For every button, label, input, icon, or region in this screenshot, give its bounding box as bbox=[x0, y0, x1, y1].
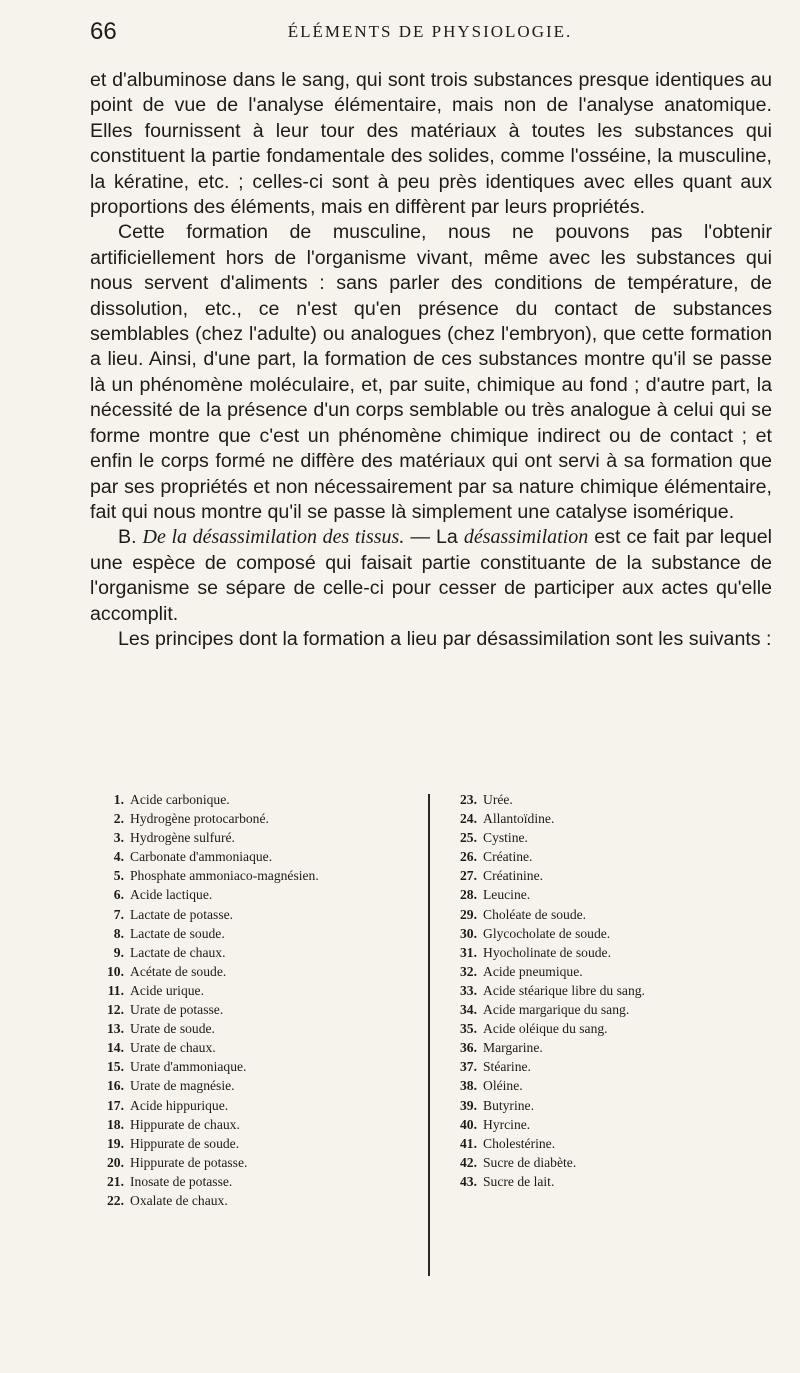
list-item-number: 2. bbox=[113, 811, 124, 827]
list-item-text: Hippurate de soude. bbox=[130, 1135, 240, 1151]
list-item bbox=[98, 828, 398, 847]
substance-lists bbox=[98, 790, 788, 1350]
list-item-text: Cholestérine. bbox=[483, 1135, 556, 1151]
list-item-text: Leucine. bbox=[483, 887, 531, 903]
list-item bbox=[451, 1153, 781, 1172]
list-item bbox=[98, 943, 398, 962]
body-text bbox=[90, 68, 772, 652]
list-item-text: Hydrogène sulfuré. bbox=[130, 830, 235, 846]
list-item-number: 16. bbox=[107, 1078, 124, 1094]
list-item-text: Hippurate de potasse. bbox=[130, 1154, 248, 1170]
list-item-number: 43. bbox=[460, 1173, 477, 1189]
list-item-number: 18. bbox=[107, 1116, 124, 1132]
list-item-text: Phosphate ammoniaco-magnésien. bbox=[130, 868, 319, 884]
list-item-number: 31. bbox=[460, 944, 477, 960]
list-item-number: 8. bbox=[113, 925, 124, 941]
list-item-text: Urate de soude. bbox=[130, 1021, 215, 1037]
list-item bbox=[98, 1019, 398, 1038]
list-item-number: 7. bbox=[113, 906, 124, 922]
list-item-text: Acide urique. bbox=[130, 982, 204, 998]
list-item bbox=[98, 1115, 398, 1134]
list-item bbox=[98, 866, 398, 885]
list-item-text: Cystine. bbox=[483, 830, 528, 846]
list-item-number: 19. bbox=[107, 1135, 124, 1151]
list-item-text: Margarine. bbox=[483, 1040, 543, 1056]
list-item bbox=[451, 809, 781, 828]
list-item-number: 24. bbox=[460, 811, 477, 827]
list-item bbox=[98, 1172, 398, 1191]
list-item-text: Créatinine. bbox=[483, 868, 544, 884]
list-item-text: Hyrcine. bbox=[483, 1116, 531, 1132]
list-item-number: 23. bbox=[460, 792, 477, 807]
list-item-text: Allantoïdine. bbox=[483, 811, 555, 827]
list-item bbox=[98, 790, 398, 809]
list-item-number: 37. bbox=[460, 1059, 477, 1075]
list-item-text: Stéarine. bbox=[483, 1059, 531, 1075]
list-item-number: 17. bbox=[107, 1097, 124, 1113]
list-item-text: Sucre de diabète. bbox=[483, 1154, 577, 1170]
list-item bbox=[98, 924, 398, 943]
list-item-text: Sucre de lait. bbox=[483, 1173, 555, 1189]
list-item-text: Acétate de soude. bbox=[130, 963, 227, 979]
list-item-number: 36. bbox=[460, 1040, 477, 1056]
running-title: ÉLÉMENTS DE PHYSIOLOGIE. bbox=[287, 22, 573, 41]
list-item-number: 41. bbox=[460, 1135, 477, 1151]
list-item bbox=[98, 1057, 398, 1076]
list-item-number: 1. bbox=[113, 792, 124, 807]
list-item bbox=[98, 981, 398, 1000]
list-item bbox=[98, 1134, 398, 1153]
list-item-text: Acide stéarique libre du sang. bbox=[483, 982, 645, 998]
paragraph-1: et d'albuminose dans le sang, qui sont trois substances presque identiques au point de vue de l'analyse élémentaire, mais non de l'analyse anatomique. Elles fournissent à leur tour des matériaux à toutes les substances qui constituent la partie fondamentale des solides, comme l'osséine, la musculine, la kératine, etc. ; celles-ci sont à peu près identiques avec elles quant aux proportions des éléments, mais en diffèrent par leurs propriétés. bbox=[90, 69, 772, 219]
list-item-number: 39. bbox=[460, 1097, 477, 1113]
list-item-number: 28. bbox=[460, 887, 477, 903]
list-item bbox=[98, 847, 398, 866]
list-item-number: 10. bbox=[107, 963, 124, 979]
list-item bbox=[451, 962, 781, 981]
list-item-text: Butyrine. bbox=[483, 1097, 534, 1113]
paragraph-4: Les principes dont la formation a lieu par désassimilation sont les suivants : bbox=[118, 627, 772, 650]
list-item-number: 21. bbox=[107, 1173, 124, 1189]
column-divider bbox=[428, 794, 430, 1276]
list-item-number: 14. bbox=[107, 1040, 124, 1056]
list-item-text: Créatine. bbox=[483, 849, 533, 865]
list-item-text: Acide carbonique. bbox=[130, 792, 230, 807]
list-item-number: 12. bbox=[107, 1002, 124, 1018]
list-item-text: Urée. bbox=[483, 792, 513, 807]
list-item bbox=[98, 1191, 398, 1210]
list-item-text: Oxalate de chaux. bbox=[130, 1192, 228, 1208]
list-item-text: Lactate de soude. bbox=[130, 925, 225, 941]
list-item bbox=[451, 828, 781, 847]
list-item-number: 20. bbox=[107, 1154, 124, 1170]
list-item bbox=[451, 866, 781, 885]
substance-list-right bbox=[451, 790, 781, 1191]
list-item bbox=[451, 1115, 781, 1134]
list-item-text: Glycocholate de soude. bbox=[483, 925, 611, 941]
list-item bbox=[451, 1076, 781, 1095]
list-item bbox=[451, 847, 781, 866]
page-header bbox=[90, 18, 770, 58]
list-item bbox=[451, 1000, 781, 1019]
list-item-text: Inosate de potasse. bbox=[130, 1173, 233, 1189]
list-item-number: 33. bbox=[460, 982, 477, 998]
list-item-text: Carbonate d'ammoniaque. bbox=[130, 849, 273, 865]
substance-list-left bbox=[98, 790, 398, 1210]
list-item-text: Oléine. bbox=[483, 1078, 523, 1094]
list-item-number: 13. bbox=[107, 1021, 124, 1037]
section-heading: De la désassimilation des tissus. bbox=[142, 526, 405, 549]
list-item-number: 42. bbox=[460, 1154, 477, 1170]
page-number: 66 bbox=[90, 18, 117, 45]
list-item-number: 30. bbox=[460, 925, 477, 941]
list-item-number: 32. bbox=[460, 963, 477, 979]
list-item-number: 35. bbox=[460, 1021, 477, 1037]
list-item bbox=[451, 924, 781, 943]
list-item-number: 11. bbox=[107, 982, 124, 998]
list-item-text: Acide lactique. bbox=[130, 887, 213, 903]
section-label: B. bbox=[118, 526, 137, 549]
list-item-text: Hydrogène protocarboné. bbox=[130, 811, 269, 827]
list-item-number: 22. bbox=[107, 1192, 124, 1208]
list-item bbox=[98, 1096, 398, 1115]
list-item-number: 5. bbox=[113, 868, 124, 884]
list-item-text: Acide oléique du sang. bbox=[483, 1021, 608, 1037]
list-item-text: Hyocholinate de soude. bbox=[483, 944, 611, 960]
list-item-number: 3. bbox=[113, 830, 124, 846]
list-item-text: Hippurate de chaux. bbox=[130, 1116, 240, 1132]
list-item bbox=[451, 790, 781, 809]
list-item bbox=[451, 981, 781, 1000]
list-item bbox=[98, 809, 398, 828]
list-item-text: Urate de potasse. bbox=[130, 1002, 224, 1018]
list-item-text: Acide pneumique. bbox=[483, 963, 583, 979]
list-item bbox=[98, 1076, 398, 1095]
list-item-text: Acide hippurique. bbox=[130, 1097, 229, 1113]
list-item-number: 34. bbox=[460, 1002, 477, 1018]
list-item bbox=[98, 1153, 398, 1172]
list-item-text: Urate de magnésie. bbox=[130, 1078, 235, 1094]
list-item bbox=[451, 1019, 781, 1038]
list-item-number: 4. bbox=[113, 849, 124, 865]
list-item bbox=[451, 1172, 781, 1191]
paragraph-3 bbox=[90, 525, 772, 627]
list-item bbox=[98, 905, 398, 924]
list-item bbox=[451, 1134, 781, 1153]
list-item-number: 6. bbox=[113, 887, 124, 903]
paragraph-2: Cette formation de musculine, nous ne pouvons pas l'obtenir artificiellement hors de l'organisme vivant, même avec les substances qui nous servent d'aliments : sans parler des conditions de température, de dissolution, etc., ce n'est qu'en présence du contact de substances semblables (chez l'adulte) ou analogues (chez l'embryon), que cette formation a lieu. Ainsi, d'une part, la formation de ces substances montre qu'il se passe là un phénomène moléculaire, et, par suite, chimique au fond ; d'autre part, la nécessité de la présence d'un corps semblable ou très analogue à celui qui se forme montre que c'est un phénomène chimique indirect ou de contact ; et enfin le corps formé ne diffère des matériaux qui ont servi à sa formation que par ses propriétés et non nécessairement par sa nature chimique élémentaire, fait qui nous montre qu'il se passe là simplement une catalyse isomérique. bbox=[90, 221, 772, 523]
list-item bbox=[98, 885, 398, 904]
list-item-number: 40. bbox=[460, 1116, 477, 1132]
list-item bbox=[451, 885, 781, 904]
list-item-number: 27. bbox=[460, 868, 477, 884]
list-item-text: Choléate de soude. bbox=[483, 906, 587, 922]
list-item-number: 15. bbox=[107, 1059, 124, 1075]
list-item bbox=[98, 1000, 398, 1019]
list-item bbox=[451, 1096, 781, 1115]
list-item-number: 38. bbox=[460, 1078, 477, 1094]
list-item bbox=[98, 1038, 398, 1057]
list-item-text: Acide margarique du sang. bbox=[483, 1002, 630, 1018]
list-item-number: 26. bbox=[460, 849, 477, 865]
list-item bbox=[451, 943, 781, 962]
list-item bbox=[451, 1057, 781, 1076]
section-text: est ce fait par lequel une espèce de composé qui faisait partie constituante de la substance de l'organisme se sépare de celle-ci pour cesser de participer aux actes qu'elle accomplit. bbox=[90, 526, 772, 625]
list-item bbox=[451, 1038, 781, 1057]
section-term: désassimilation bbox=[463, 526, 589, 549]
list-item-number: 25. bbox=[460, 830, 477, 846]
list-item-text: Urate d'ammoniaque. bbox=[130, 1059, 247, 1075]
list-item-text: Lactate de chaux. bbox=[130, 944, 226, 960]
list-item-number: 29. bbox=[460, 906, 477, 922]
list-item-text: Urate de chaux. bbox=[130, 1040, 216, 1056]
list-item-number: 9. bbox=[113, 944, 124, 960]
section-dash: — La bbox=[404, 526, 464, 549]
list-item-text: Lactate de potasse. bbox=[130, 906, 234, 922]
list-item bbox=[98, 962, 398, 981]
list-item bbox=[451, 905, 781, 924]
